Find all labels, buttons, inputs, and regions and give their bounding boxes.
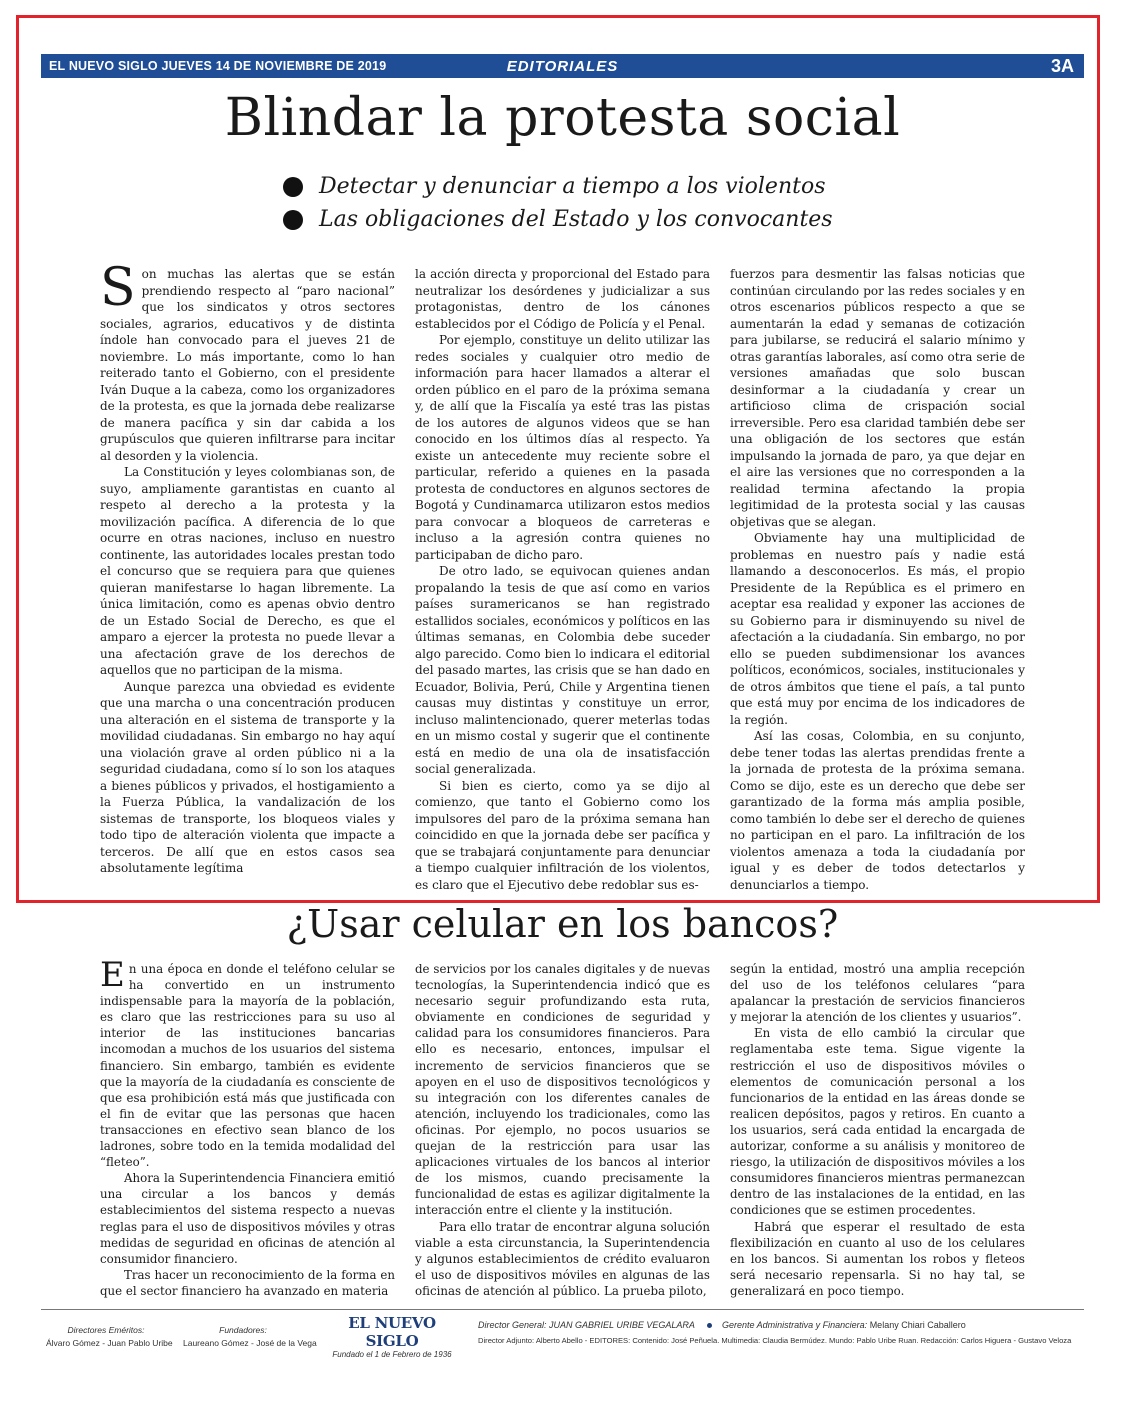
paragraph: Son muchas las alertas que se están prendiendo respecto al “paro nacional” que los sindicatos y otros sectores sociales, agrarios, educativos y de distinta índole han convocado para el jueves 21 de noviembre. Lo más importante, como lo han reiterado tanto el Gobierno, con el presidente Iván Duque a la cabeza, como los organizadores de la protesta, es que la jornada debe realizarse de manera pacífica y sin dar cabida a los grupúsculos que quieren infiltrarse para incitar al desorden y la violencia. [100,258,395,463]
separator-dot-icon [707,1323,712,1328]
article1-decks [283,170,833,236]
bullet-icon [283,177,303,197]
article2-column-2 [415,961,710,1299]
paragraph: En vista de ello cambió la circular que reglamentaba este tema. Sigue vigente la restricción el uso de dispositivos móviles o elementos de comunicación personal a los funcionarios de la entidad en las áreas donde se realicen depósitos, pagos y retiros. En cuanto a los usuarios, será cada entidad la encargada de autorizar, conforme a su análisis y monitoreo de riesgo, la utilización de dispositivos móviles a los consumidores financieros mientras permanezcan dentro de las instalaciones de la entidad, en las condiciones que se estimen procedentes. [730,1026,1025,1218]
article2-column-1 [100,955,395,1299]
directores-names: Álvaro Gómez - Juan Pablo Uribe [46,1338,173,1348]
deck-line [283,170,833,203]
directores-label: Directores Eméritos: [67,1325,145,1335]
paragraph: Ahora la Superintendencia Financiera emitió una circular a los bancos y demás establecimientos del sistema respecto a nuevas reglas para el uso de dispositivos móviles y otras medidas de seguridad en oficinas de atención al consumidor financiero. [100,1171,395,1266]
paragraph: fuerzos para desmentir las falsas noticias que continúan circulando por las redes sociales y en otros escenarios públicos respecto a que se aumentarán la edad y semanas de cotización para jubilarse, se reducirá el salario mínimo y otras garantías laborales, así como otra serie de versiones amañadas que solo buscan desinformar a la ciudadanía y crear un artificioso clima de crispación social irreversible. Pero esa claridad también debe ser una obligación de los sectores que están impulsando la jornada de paro, ya que dejar en el aire las versiones que no corresponden a la realidad termina afectando la propia legitimidad de la protesta social y las causas objetivas que se alegan. [730,267,1025,529]
masthead-footer [0,1314,1125,1359]
article2-headline: ¿Usar celular en los bancos? [286,902,839,946]
paragraph: Si bien es cierto, como ya se dijo al comienzo, que tanto el Gobierno como los impulsores del paro de la próxima semana han coincidido en que la jornada debe ser pacífica y que se trabajará conjuntamente para denunciar a tiempo cualquier infiltración de los violentos, es claro que el Ejecutivo debe redoblar sus es- [415,778,710,892]
logo-wordmark: EL NUEVO SIGLO [348,1314,436,1350]
page-number: 3A [1050,55,1074,76]
directores-block [46,1324,173,1350]
fundadores-label: Fundadores: [219,1325,267,1335]
deck-line [283,203,833,236]
bullet-icon [283,210,303,230]
staff-credits [478,1318,1071,1348]
paragraph: Para ello tratar de encontrar alguna solución viable a esta circunstancia, la Superintendencia y algunos establecimientos de crédito evaluaron el uso de dispositivos móviles en algunas de las oficinas de atención al público. La prueba piloto, [415,1219,710,1298]
article1-column-1 [100,258,395,877]
staff-line-1: Director General: JUAN GABRIEL URIBE VEGALARA Gerente Administrativa y Financiera: Melany Chiari Caballero [478,1320,966,1330]
deck-text: Las obligaciones del Estado y los convocantes [319,207,833,232]
paragraph: Así las cosas, Colombia, en su conjunto, debe tener todas las alertas prendidas frente a la jornada de protesta de la próxima semana. Como se dijo, este es un derecho que debe ser garantizado de la forma más amplia posible, como también lo debe ser el derecho de quienes no participan en el paro. La infiltración de los violentos amenaza a toda la ciudadanía por igual y es deber de todos detectarlos y denunciarlos a tiempo. [730,729,1025,892]
paragraph: Habrá que esperar el resultado de esta flexibilización en cuanto al uso de los celulares en los bancos. Si aumentan los robos y fleteos será necesario repensarla. Si no hay tal, se generalizará en poco tiempo. [730,1219,1025,1298]
fundadores-names: Laureano Gómez - José de la Vega [183,1338,317,1348]
article1-column-2 [415,266,710,893]
paragraph: de servicios por los canales digitales y de nuevas tecnologías, la Superintendencia indicó que es necesario seguir profundizando esta ruta, obviamente en condiciones de seguridad y calidad para los consumidores financieros. Para ello es necesario, entonces, impulsar el incremento de servicios financieros que se apoyen en el uso de dispositivos tecnológicos y su integración con los diferentes canales de atención, incluyendo los tradicionales, como las oficinas. Por ejemplo, no pocos usuarios se quejan de la restricción para usar las aplicaciones virtuales de los bancos al interior de los mismos, cuando precisamente la funcionalidad de estas es agilizar digitalmente la interacción entre el cliente y la institución. [415,962,710,1218]
paragraph: Obviamente hay una multiplicidad de problemas en nuestro país y nadie está llamando a desconocerlos. Es más, el propio Presidente de la República es el primero en aceptar esa realidad y exponer las acciones de su Gobierno para ir disminuyendo su nivel de afectación a la ciudadanía. Sin embargo, no por ello se pueden subdimensionar los avances políticos, económicos, sociales, institucionales y de otros ámbitos que tiene el país, a tal punto que está muy por encima de los indicadores de la región. [730,531,1025,727]
page-header-bar [41,54,1084,78]
founded-date: Fundado el 1 de Febrero de 1936 [332,1350,452,1359]
drop-cap: S [100,258,136,318]
staff-line-2: Director Adjunto: Alberto Abello - EDITORES: Contenido: José Peñuela. Multimedia: Claudia Bermúdez. Mundo: Pablo Uribe Ruan. Redacción: Carlos Higuera - Gustavo Veloza [478,1336,1072,1345]
header-date: EL NUEVO SIGLO JUEVES 14 DE NOVIEMBRE DE 2019 [49,59,387,73]
article1-headline: Blindar la protesta social [224,88,901,148]
paragraph: Tras hacer un reconocimiento de la forma en que el sector financiero ha avanzado en materia [100,1267,395,1298]
article1-column-3 [730,266,1025,893]
paragraph: En una época en donde el teléfono celular se ha convertido en un instrumento indispensable para la mayoría de la población, es claro que las restricciones para su uso al interior de las instituciones bancarias incomodan a muchos de los usuarios del sistema financiero. Sin embargo, también es evidente que la mayoría de la ciudadanía es consciente de que esa prohibición está más que justificada con el fin de evitar que las personas que hacen transacciones en efectivo sean blanco de los ladrones, sobre todo en la temida modalidad del “fleteo”. [100,955,395,1170]
fundadores-block [183,1324,317,1350]
paragraph: Por ejemplo, constituye un delito utilizar las redes sociales y cualquier otro medio de información para hacer llamados a alterar el orden público en el paro de la próxima semana y, de allí que la Fiscalía ya esté tras las pistas de los autores de algunos videos que se han conocido en los últimos días al respecto. Ya existe un antecedente muy reciente sobre el particular, referido a quienes en la pasada protesta de conductores en algunos sectores de Bogotá y Cundinamarca utilizaron estos medios para convocar a bloqueos de carreteras e incluso a la agresión contra quienes no participaban de dicho paro. [415,333,710,562]
deck-text: Detectar y denunciar a tiempo a los violentos [319,174,826,199]
paragraph: De otro lado, se equivocan quienes andan propalando la tesis de que así como en varios países suramericanos se han registrado estallidos sociales, económicos y políticos en las últimas semanas, en Colombia debe suceder algo parecido. Como bien lo indicara el editorial del pasado martes, las crisis que se han dado en Ecuador, Bolivia, Perú, Chile y Argentina tienen causas muy distintas y constituye un error, incluso malintencionado, querer meterlas todas en un mismo costal y sugerir que el continente está en medio de una ola de insatisfacción social generalizada. [415,564,710,776]
section-name: EDITORIALES [506,57,619,75]
newspaper-logo [332,1314,452,1359]
paragraph: Aunque parezca una obviedad es evidente que una marcha o una concentración producen una alteración en el sistema de transporte y la movilidad ciudadanas. Sin embargo no hay aquí una violación grave al orden público ni a la seguridad ciudadana, como sí lo son los ataques a bienes públicos y privados, el hostigamiento a la Fuerza Pública, la vandalización de los sistemas de transporte, los bloqueos viales y todo tipo de alteración violenta que impacte a terceros. De allí que en estos casos sea absolutamente legítima [100,679,395,875]
paragraph: según la entidad, mostró una amplia recepción del uso de los teléfonos celulares “para apalancar la prestación de servicios financieros y mejorar la atención de los clientes y usuarios”. [730,962,1025,1025]
drop-cap: E [100,955,125,995]
footer-divider [41,1309,1084,1310]
paragraph: la acción directa y proporcional del Estado para neutralizar los desórdenes y judicializar a sus protagonistas, dentro de los cánones establecidos por el Código de Policía y el Penal. [415,267,710,331]
article2-column-3 [730,961,1025,1299]
paragraph: La Constitución y leyes colombianas son, de suyo, ampliamente garantistas en cuanto al respeto al derecho a la protesta y la movilización pacífica. A diferencia de lo que ocurre en otras naciones, incluso en nuestro continente, las autoridades locales prestan todo el concurso que se requiera para que quienes quieran manifestarse lo hagan libremente. La única limitación, como es apenas obvio dentro de un Estado Social de Derecho, es que el amparo a ejercer la protesta no puede llevar a una afectación grave de los derechos de aquellos que no participan de la misma. [100,465,395,677]
